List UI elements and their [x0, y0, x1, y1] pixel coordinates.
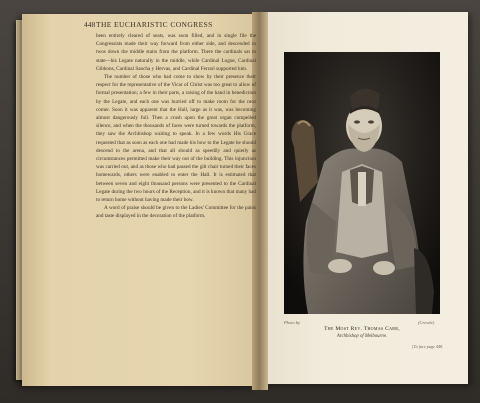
- photo-source: (Crowle).: [418, 320, 436, 325]
- archbishop-portrait-image: [284, 52, 440, 314]
- caption-subtitle: Archbishop of Melbourne.: [336, 334, 388, 339]
- facing-page-note: [To face page 448.: [412, 344, 444, 349]
- caption-title: The Most Rev. Thomas Carr,: [324, 326, 400, 332]
- photo-credit: Photo by: [284, 320, 301, 325]
- body-text: [96, 32, 256, 221]
- paragraph: been entirely cleared of seats, was soon filled, and in single file the Congressists made their way forward from either side, and descended in twos down the middle stairs from the platform. There the cardinals sat in state—his Legate naturally in the middle, while Cardinal Logue, Cardinal Gibbons, Cardinal Sancha y Hervas, and Cardinal Ferrari supported him.: [96, 33, 256, 72]
- page-number: 448: [84, 20, 96, 29]
- running-head: THE EUCHARISTIC CONGRESS: [96, 20, 213, 29]
- paragraph: A word of praise should be given to the Ladies' Committee for the pains and taste displayed in the decoration of the platform.: [96, 205, 256, 220]
- paragraph: The number of those who had come to show by their presence their respect for the representative of the Vicar of Christ was too great to allow of formal presentation; a few in their parts, a raising of the hand in benediction by the Legate, and each one was hurried off to make room for the next comer. Soon it was apparent that the Hall, large as it was, was becoming almost dangerously full. Then a crush upon the great organ compelled silence, and when the thousands of faces were turned towards the platform, they saw the Archbishop waiting to speak. In a few words His Grace requested that as soon as each one had made his bow to the Legate he should descend to the arena, and that all should as speedily and quietly as circumstances permitted make their way out of the building. This injunction was carried out, and as those who had passed the gilt chair turned their faces homewards, others were enabled to enter the Hall. It is estimated that between seven and eight thousand persons were presented to the Cardinal Legate during the two hours of the Reception, and it is known that many had to return home without having made their bow.: [96, 74, 256, 204]
- portrait-photo: [284, 52, 440, 314]
